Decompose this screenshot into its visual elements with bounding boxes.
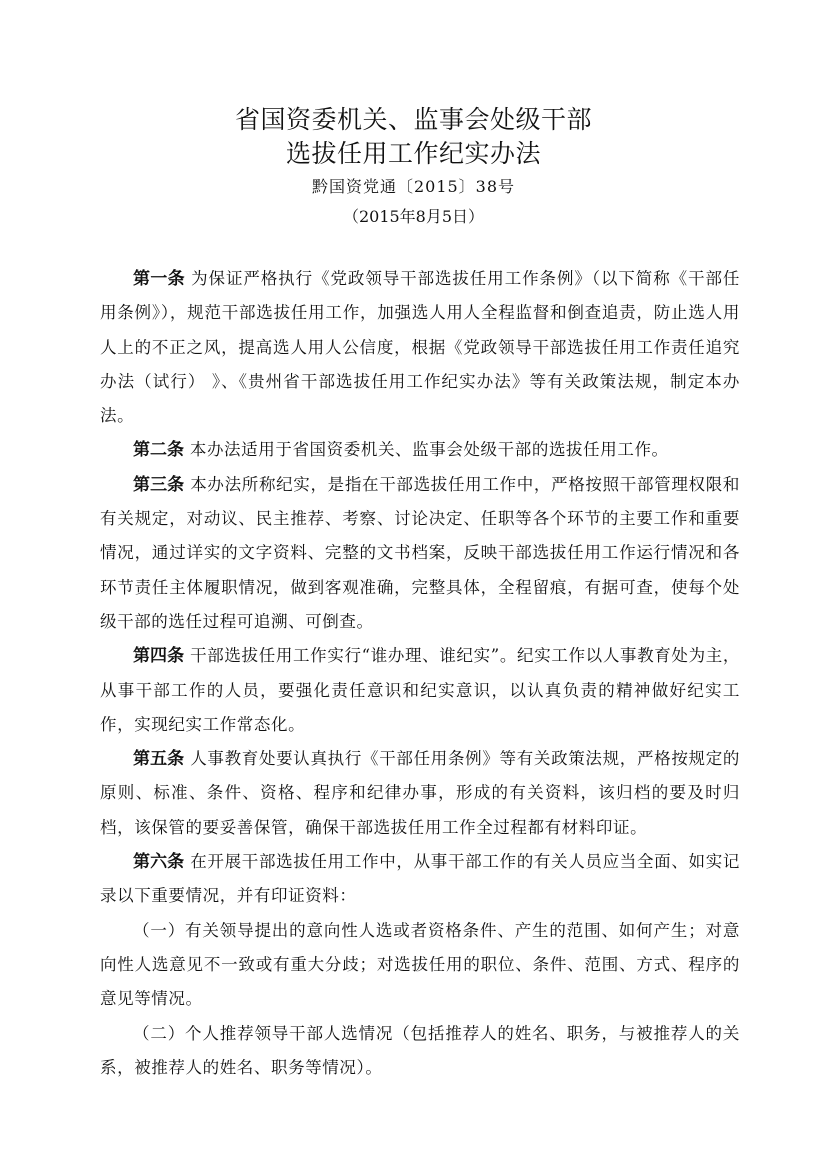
article-text: 本办法适用于省国资委机关、监事会处级干部的选拔任用工作。 (189, 440, 669, 460)
document-date: （2015年8月5日） (342, 207, 485, 226)
article-text: 本办法所称纪实，是指在干部选拔任用工作中，严格按照干部管理权限和有关规定，对动议、民主推荐、考察、讨论决定、任职等各个环节的主要工作和重要情况，通过详实的文字资料、完整的文书档案，反映干部选拔任用工作运行情况和各环节责任主体履职情况，做到客观准确，完整具体，全程留痕，有据可查，使每个处级干部的选任过程可追溯、可倒查。 (100, 474, 741, 631)
document-number: 黔国资党通〔2015〕38号 (311, 177, 516, 196)
article-2 (100, 433, 740, 467)
article-label: 第一条 (133, 269, 185, 289)
article-label: 第六条 (133, 852, 185, 873)
article-3 (100, 468, 740, 639)
article-label: 第四条 (133, 646, 185, 667)
article-1 (100, 262, 740, 433)
article-label: 第五条 (133, 749, 185, 770)
clause-2 (100, 1017, 740, 1086)
article-label: 第二条 (133, 440, 184, 461)
clause-text: （一）有关领导提出的意向性人选或者资格条件、产生的范围、如何产生；对意向性人选意见不一致或有重大分歧；对选拔任用的职位、条件、范围、方式、程序的意见等情况。 (100, 920, 740, 1009)
article-text: 人事教育处要认真执行《干部任用条例》等有关政策法规，严格按规定的原则、标准、条件、资格、程序和纪律办事，形成的有关资料，该归档的要及时归档，该保管的要妥善保管，确保干部选拔任用工作全过程都有材料印证。 (100, 749, 741, 837)
article-label: 第三条 (133, 474, 185, 495)
document-title-line2: 选拔任用工作纪实办法 (285, 139, 541, 168)
article-5 (100, 742, 740, 845)
article-6 (100, 845, 740, 914)
clause-1 (100, 914, 740, 1017)
document-body (100, 262, 740, 1085)
article-text: 在开展干部选拔任用工作中，从事干部工作的有关人员应当全面、如实记录以下重要情况，并有印证资料： (100, 852, 741, 906)
article-text: 为保证严格执行《党政领导干部选拔任用工作条例》（以下简称《干部任用条例》），规范干部选拔任用工作，加强选人用人全程监督和倒查追责，防止选人用人上的不正之风，提高选人用人公信度，根据《党政领导干部选拔任用工作责任追究办法（试行） 》、《贵州省干部选拔任用工作纪实办法》等有关政策法规，制定本办法。 (100, 269, 740, 426)
clause-text: （二）个人推荐领导干部人选情况（包括推荐人的姓名、职务，与被推荐人的关系，被推荐人的姓名、职务等情况）。 (100, 1023, 740, 1077)
article-text: 干部选拔任用工作实行“谁办理、谁纪实”。纪实工作以人事教育处为主，从事干部工作的人员，要强化责任意识和纪实意识，以认真负责的精神做好纪实工作，实现纪实工作常态化。 (100, 646, 740, 734)
article-4 (100, 639, 740, 742)
document-title-line1: 省国资委机关、监事会处级干部 (234, 105, 592, 134)
